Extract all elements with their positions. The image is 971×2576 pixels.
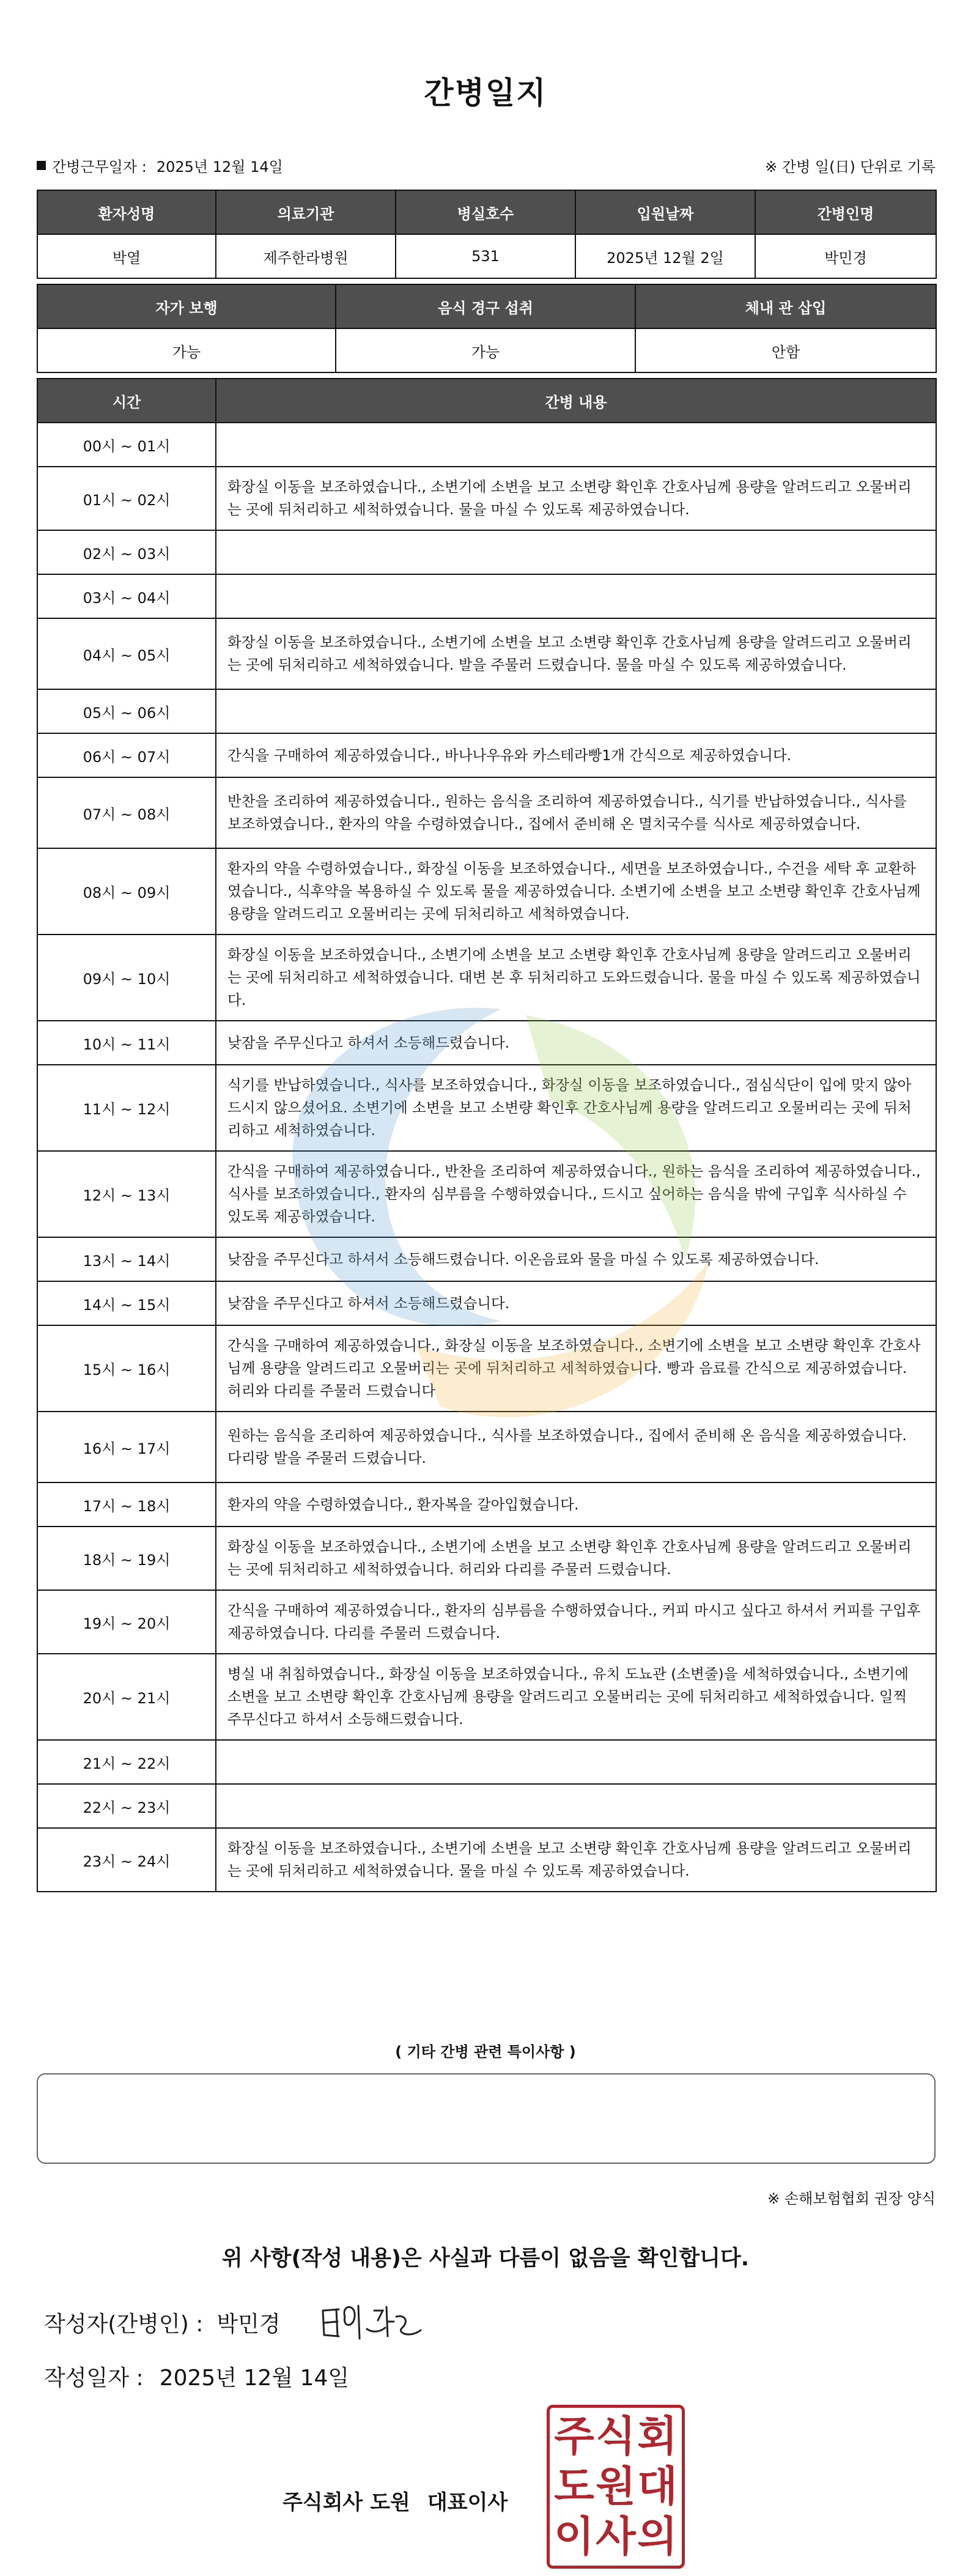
patient-info-header-row — [37, 190, 936, 234]
care-log-header-row — [37, 379, 936, 423]
header-patient-name: 환자성명 — [37, 190, 216, 234]
header-tube-insertion: 체내 관 삽입 — [635, 284, 936, 328]
care-log-content: 식기를 반납하였습니다., 식사를 보조하였습니다., 화장실 이동을 보조하였습니다., 점심식단이 입에 맞지 않아 드시지 않으셨어요. 소변기에 소변을 보고 소변량 확인후 간호사님께 용량을 알려드리고 오물버리는 곳에 뒤처리하고 세척하였습니다. — [216, 1065, 936, 1151]
care-log-body — [37, 423, 936, 1892]
document-title: 간병일지 — [424, 75, 547, 111]
care-log-row — [37, 1654, 936, 1740]
work-date-line — [37, 155, 283, 176]
care-status-value-row — [37, 328, 936, 372]
header-hospital: 의료기관 — [216, 190, 396, 234]
hospital-name: 제주한라병원 — [216, 234, 396, 278]
care-log-time: 23시 ~ 24시 — [37, 1828, 216, 1892]
care-log-row — [37, 574, 936, 618]
care-log-content: 간식을 구매하여 제공하였습니다., 화장실 이동을 보조하였습니다., 소변기에 소변을 보고 소변량 확인후 간호사님께 용량을 알려드리고 오물버리는 곳에 뒤처리하고 세척하였습니다. 빵과 음료를 간식으로 제공하였습니다. 허리와 다리를 주물러 드렸습니다 — [216, 1325, 936, 1412]
writer-label: 작성자(간병인) : — [44, 2312, 204, 2337]
writer-line — [44, 2307, 281, 2338]
care-status-table — [37, 284, 937, 373]
company-seal-stamp — [547, 2405, 685, 2569]
care-log-row — [37, 1281, 936, 1325]
care-log-row — [37, 1527, 936, 1590]
care-log-row — [37, 689, 936, 733]
seal-character: 의 — [637, 2512, 677, 2561]
care-log-row — [37, 1065, 936, 1151]
care-log-content: 간식을 구매하여 제공하였습니다., 환자의 심부름을 수행하였습니다., 커피 마시고 싶다고 하셔서 커피를 구입후 제공하였습니다. 다리를 주물러 드렸습니다. — [216, 1590, 936, 1654]
seal-character: 이 — [554, 2512, 594, 2561]
care-log-row — [37, 423, 936, 467]
care-log-row — [37, 1237, 936, 1281]
self-walking-value: 가능 — [37, 328, 336, 372]
care-log-time: 08시 ~ 09시 — [37, 848, 216, 935]
care-log-row — [37, 1412, 936, 1482]
confirmation-statement: 위 사항(작성 내용)은 사실과 다름이 없음을 확인합니다. — [221, 2246, 750, 2271]
care-log-content: 화장실 이동을 보조하였습니다., 소변기에 소변을 보고 소변량 확인후 간호사님께 용량을 알려드리고 오물버리는 곳에 뒤처리하고 세척하였습니다. 허리와 다리를 주물러 드렸습니다. — [216, 1527, 936, 1590]
seal-character: 사 — [596, 2512, 636, 2561]
care-log-time: 06시 ~ 07시 — [37, 733, 216, 777]
write-date-line — [44, 2361, 349, 2392]
tube-insertion-value: 안함 — [635, 328, 936, 372]
care-log-time: 09시 ~ 10시 — [37, 935, 216, 1021]
care-log-time: 12시 ~ 13시 — [37, 1151, 216, 1237]
company-name: 주식회사 도원 — [282, 2490, 410, 2515]
care-log-row — [37, 1325, 936, 1412]
care-log-time: 17시 ~ 18시 — [37, 1482, 216, 1527]
header-oral-intake: 음식 경구 섭취 — [336, 284, 635, 328]
company-role: 대표이사 — [427, 2490, 508, 2515]
care-status-header-row — [37, 284, 936, 328]
care-log-row — [37, 848, 936, 935]
care-log-time: 00시 ~ 01시 — [37, 423, 216, 467]
care-log-time: 07시 ~ 08시 — [37, 777, 216, 848]
care-log-time: 20시 ~ 21시 — [37, 1654, 216, 1740]
care-log-time: 10시 ~ 11시 — [37, 1021, 216, 1065]
care-log-content: 낮잠을 주무신다고 하셔서 소등해드렸습니다. — [216, 1281, 936, 1325]
care-log-content: 화장실 이동을 보조하였습니다., 소변기에 소변을 보고 소변량 확인후 간호사님께 용량을 알려드리고 오물버리는 곳에 뒤처리하고 세척하였습니다. 물을 마실 수 있도록 제공하였습니다. — [216, 1828, 936, 1892]
oral-intake-value: 가능 — [336, 328, 635, 372]
care-log-row — [37, 1784, 936, 1828]
seal-character: 대 — [637, 2462, 677, 2511]
seal-character: 회 — [637, 2412, 677, 2461]
form-source-note: ※ 손해보험협회 권장 양식 — [767, 2190, 936, 2207]
write-date-value: 2025년 12월 14일 — [159, 2366, 350, 2391]
care-log-content: 낮잠을 주무신다고 하셔서 소등해드렸습니다. 이온음료와 물을 마실 수 있도록 제공하였습니다. — [216, 1237, 936, 1281]
care-log-time: 03시 ~ 04시 — [37, 574, 216, 618]
write-date-label: 작성일자 : — [44, 2366, 144, 2391]
care-log-content — [216, 1784, 936, 1828]
care-log-row — [37, 1828, 936, 1892]
care-log-content: 환자의 약을 수령하였습니다., 화장실 이동을 보조하였습니다., 세면을 보조하였습니다., 수건을 세탁 후 교환하였습니다., 식후약을 복용하실 수 있도록 물을 제공하였습니다. 소변기에 소변을 보고 소변량 확인후 간호사님께 용량을 알려드리고 오물버리는 곳에 뒤처리하고 세척하였습니다. — [216, 848, 936, 935]
writer-name: 박민경 — [216, 2312, 281, 2337]
care-log-row — [37, 1151, 936, 1237]
care-log-content: 간식을 구매하여 제공하였습니다., 바나나우유와 카스테라빵1개 간식으로 제공하였습니다. — [216, 733, 936, 777]
work-date-value: 2025년 12월 14일 — [156, 158, 283, 176]
patient-info-value-row — [37, 234, 936, 278]
care-log-row — [37, 1021, 936, 1065]
seal-character: 식 — [596, 2412, 636, 2461]
company-line — [282, 2485, 508, 2515]
care-log-time: 18시 ~ 19시 — [37, 1527, 216, 1590]
care-log-time: 15시 ~ 16시 — [37, 1325, 216, 1412]
care-log-row — [37, 733, 936, 777]
care-log-content: 환자의 약을 수령하였습니다., 환자복을 갈아입혔습니다. — [216, 1482, 936, 1527]
care-log-time: 11시 ~ 12시 — [37, 1065, 216, 1151]
care-log-row — [37, 530, 936, 574]
unit-note: ※ 간병 일(日) 단위로 기록 — [765, 158, 936, 176]
caregiver-name: 박민경 — [755, 234, 936, 278]
seal-character: 원 — [596, 2462, 636, 2511]
care-log-row — [37, 935, 936, 1021]
seal-character: 주 — [554, 2412, 594, 2461]
care-log-time: 13시 ~ 14시 — [37, 1237, 216, 1281]
care-log-content: 화장실 이동을 보조하였습니다., 소변기에 소변을 보고 소변량 확인후 간호사님께 용량을 알려드리고 오물버리는 곳에 뒤처리하고 세척하였습니다. 발을 주물러 드렸습니다. 물을 마실 수 있도록 제공하였습니다. — [216, 618, 936, 689]
care-log-row — [37, 618, 936, 689]
header-admission-date: 입원날짜 — [575, 190, 755, 234]
header-care-content: 간병 내용 — [216, 379, 936, 423]
special-notes-label: ( 기타 간병 관련 특이사항 ) — [395, 2043, 576, 2060]
header-self-walking: 자가 보행 — [37, 284, 336, 328]
care-log-time: 21시 ~ 22시 — [37, 1740, 216, 1784]
handwritten-signature — [318, 2292, 428, 2350]
care-log-time: 02시 ~ 03시 — [37, 530, 216, 574]
care-log-content: 반찬을 조리하여 제공하였습니다., 원하는 음식을 조리하여 제공하였습니다., 식기를 반납하였습니다., 식사를 보조하였습니다., 환자의 약을 수령하였습니다., 집에서 준비해 온 멸치국수를 식사로 제공하였습니다. — [216, 777, 936, 848]
care-log-table — [37, 378, 937, 1892]
header-room-number: 병실호수 — [396, 190, 575, 234]
patient-info-table — [37, 190, 937, 279]
room-number: 531 — [396, 234, 575, 278]
care-log-time: 14시 ~ 15시 — [37, 1281, 216, 1325]
seal-characters — [553, 2411, 678, 2562]
header-caregiver-name: 간병인명 — [755, 190, 936, 234]
care-log-time: 04시 ~ 05시 — [37, 618, 216, 689]
care-log-row — [37, 467, 936, 530]
care-log-time: 19시 ~ 20시 — [37, 1590, 216, 1654]
care-log-row — [37, 1482, 936, 1527]
care-log-content: 병실 내 취침하였습니다., 화장실 이동을 보조하였습니다., 유치 도뇨관 (소변줄)을 세척하였습니다., 소변기에 소변을 보고 소변량 확인후 간호사님께 용량을 알려드리고 오물버리는 곳에 뒤처리하고 세척하였습니다. 일찍 주무신다고 하셔서 소등해드렸습니다. — [216, 1654, 936, 1740]
care-log-time: 05시 ~ 06시 — [37, 689, 216, 733]
care-log-content: 화장실 이동을 보조하였습니다., 소변기에 소변을 보고 소변량 확인후 간호사님께 용량을 알려드리고 오물버리는 곳에 뒤처리하고 세척하였습니다. 대변 본 후 뒤처리하고 도와드렸습니다. 물을 마실 수 있도록 제공하였습니다. — [216, 935, 936, 1021]
header-time: 시간 — [37, 379, 216, 423]
care-log-content — [216, 423, 936, 467]
admission-date: 2025년 12월 2일 — [575, 234, 755, 278]
care-log-row — [37, 1590, 936, 1654]
care-log-content — [216, 1740, 936, 1784]
work-date-label: 간병근무일자 : — [52, 158, 147, 176]
care-log-content: 원하는 음식을 조리하여 제공하였습니다., 식사를 보조하였습니다., 집에서 준비해 온 음식을 제공하였습니다. 다리랑 발을 주물러 드렸습니다. — [216, 1412, 936, 1482]
care-log-content: 화장실 이동을 보조하였습니다., 소변기에 소변을 보고 소변량 확인후 간호사님께 용량을 알려드리고 오물버리는 곳에 뒤처리하고 세척하였습니다. 물을 마실 수 있도록 제공하였습니다. — [216, 467, 936, 530]
square-bullet-icon — [37, 161, 46, 170]
care-log-time: 01시 ~ 02시 — [37, 467, 216, 530]
care-log-content — [216, 574, 936, 618]
care-log-content: 간식을 구매하여 제공하였습니다., 반찬을 조리하여 제공하였습니다., 원하는 음식을 조리하여 제공하였습니다., 식사를 보조하였습니다., 환자의 심부름을 수행하였습니다., 드시고 싶어하는 음식을 밖에 구입후 식사하실 수 있도록 제공하였습니다. — [216, 1151, 936, 1237]
care-log-content: 낮잠을 주무신다고 하셔서 소등해드렸습니다. — [216, 1021, 936, 1065]
seal-character: 도 — [554, 2462, 594, 2511]
care-log-row — [37, 777, 936, 848]
care-log-time: 16시 ~ 17시 — [37, 1412, 216, 1482]
care-log-time: 22시 ~ 23시 — [37, 1784, 216, 1828]
care-log-content — [216, 530, 936, 574]
patient-name: 박열 — [37, 234, 216, 278]
care-log-content — [216, 689, 936, 733]
care-log-row — [37, 1740, 936, 1784]
special-notes-box — [37, 2073, 936, 2164]
